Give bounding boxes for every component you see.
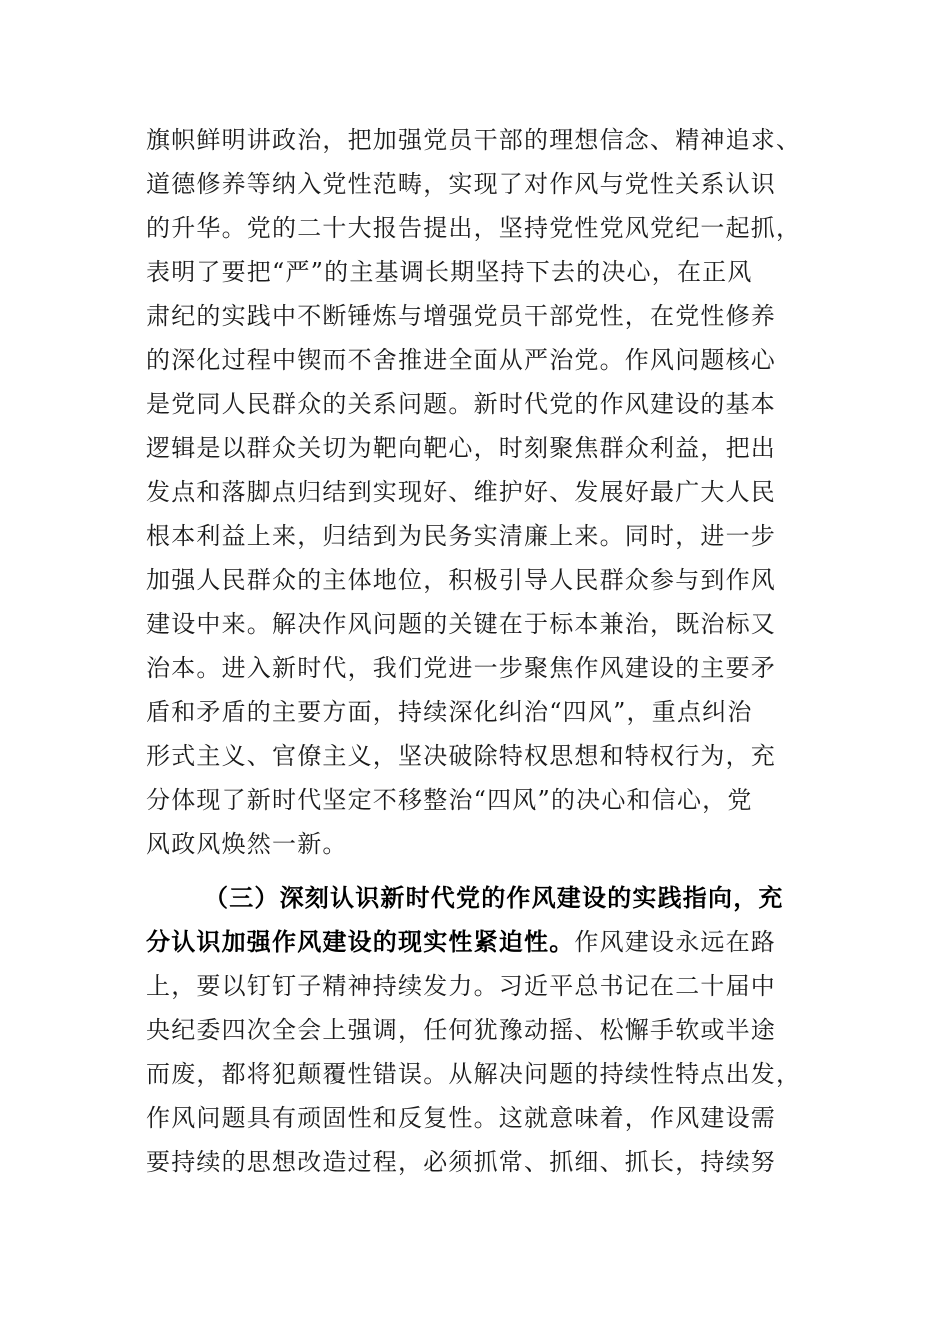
text-line: 肃纪的实践中不断锤炼与增强党员干部党性，在党性修养 bbox=[146, 302, 776, 330]
text-line: 分体现了新时代坚定不移整治“四风”的决心和信心，党 bbox=[146, 786, 753, 814]
text-line: 盾和矛盾的主要方面，持续深化纠治“四风”，重点纠治 bbox=[146, 698, 753, 726]
text-line: 表明了要把“严”的主基调长期坚持下去的决心，在正风 bbox=[146, 258, 753, 286]
text-line: 要持续的思想改造过程，必须抓常、抓细、抓长，持续努 bbox=[146, 1148, 776, 1176]
text-line: 央纪委四次全会上强调，任何犹豫动摇、松懈手软或半途 bbox=[146, 1016, 776, 1044]
text-line: 旗帜鲜明讲政治，把加强党员干部的理想信念、精神追求、 bbox=[146, 126, 802, 154]
text-line: 风政风焕然一新。 bbox=[146, 830, 348, 858]
body-paragraph bbox=[146, 118, 802, 866]
section-heading-end: 分认识加强作风建设的现实性紧迫性。 bbox=[146, 927, 575, 956]
text-line: 而废，都将犯颠覆性错误。从解决问题的持续性特点出发， bbox=[146, 1060, 802, 1088]
text-line: 上，要以钉钉子精神持续发力。习近平总书记在二十届中 bbox=[146, 972, 776, 1000]
section-paragraph bbox=[146, 876, 802, 1184]
section-heading-line: （三）深刻认识新时代党的作风建设的实践指向，充 bbox=[204, 883, 784, 912]
text-line bbox=[146, 920, 796, 964]
section-text-start: 作风建设永远在路 bbox=[574, 928, 777, 956]
text-line: 的升华。党的二十大报告提出，坚持党性党风党纪一起抓， bbox=[146, 214, 802, 242]
text-line: 加强人民群众的主体地位，积极引导人民群众参与到作风 bbox=[146, 566, 776, 594]
text-line: 道德修养等纳入党性范畴，实现了对作风与党性关系认识 bbox=[146, 170, 776, 198]
text-line: 形式主义、官僚主义，坚决破除特权思想和特权行为，充 bbox=[146, 742, 776, 770]
text-line: 建设中来。解决作风问题的关键在于标本兼治，既治标又 bbox=[146, 610, 776, 638]
text-line: 发点和落脚点归结到实现好、维护好、发展好最广大人民 bbox=[146, 478, 776, 506]
text-line: 逻辑是以群众关切为靶向靶心，时刻聚焦群众利益，把出 bbox=[146, 434, 776, 462]
text-line: 根本利益上来，归结到为民务实清廉上来。同时，进一步 bbox=[146, 522, 776, 550]
text-line: 是党同人民群众的关系问题。新时代党的作风建设的基本 bbox=[146, 390, 776, 418]
text-line: 的深化过程中锲而不舍推进全面从严治党。作风问题核心 bbox=[146, 346, 776, 374]
text-line: 作风问题具有顽固性和反复性。这就意味着，作风建设需 bbox=[146, 1104, 776, 1132]
text-line: 治本。进入新时代，我们党进一步聚焦作风建设的主要矛 bbox=[146, 654, 776, 682]
